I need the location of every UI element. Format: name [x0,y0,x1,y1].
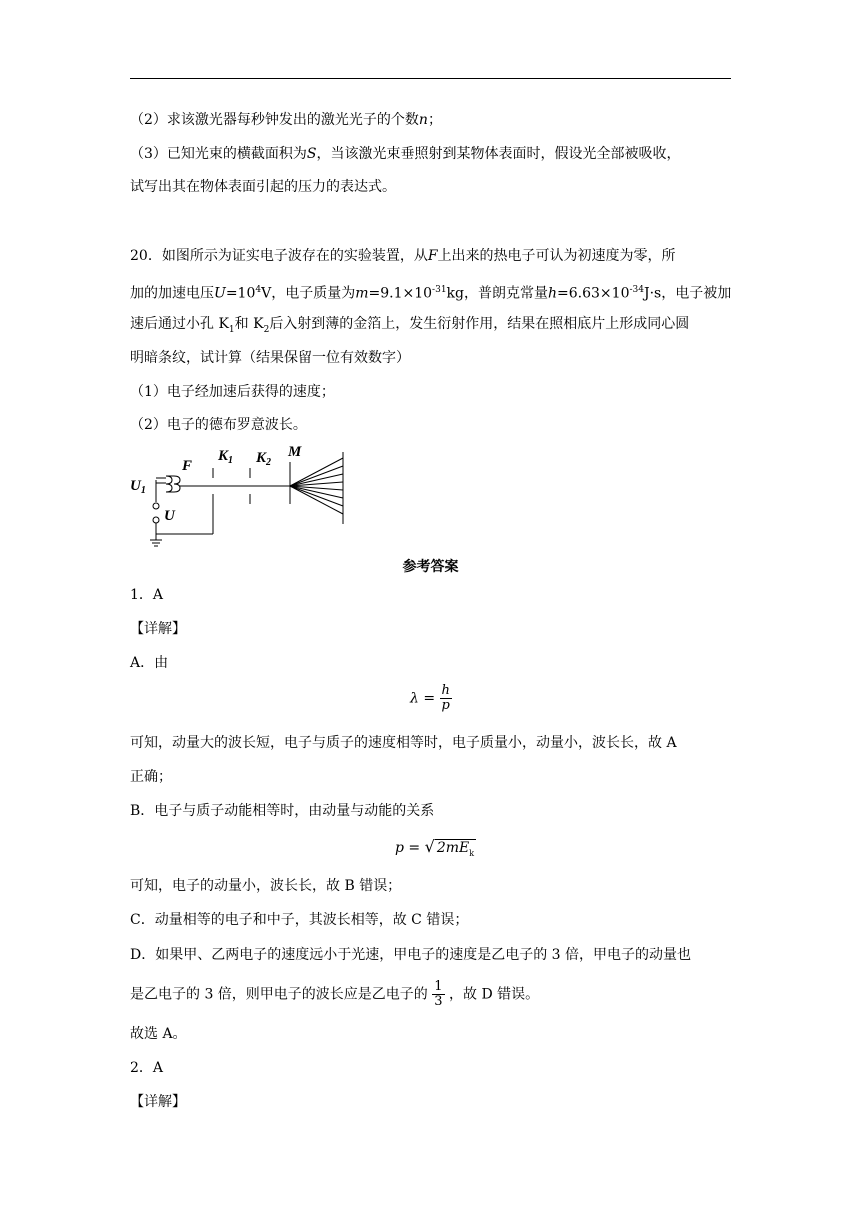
formula1-fraction [440,684,452,713]
answer-1-number: 1．A [130,587,164,603]
q20-l1-b: 上出来的热电子可认为初速度为零，所 [437,248,676,264]
fig-label-K1: $K_1$ [218,448,234,466]
answer-2-number: 2．A [130,1060,164,1076]
formula-wavelength [410,684,452,713]
formula1-den: p [441,698,450,713]
q20-l2-b: =10 [225,285,256,302]
q20-line2 [130,281,731,303]
formula-momentum [395,838,476,863]
q20-l3-a: 速后通过小孔 K [130,316,229,332]
var-m: m [355,285,369,302]
answer-1-conclusion: 故选 A。 [130,1026,187,1042]
answer-1-c: C．动量相等的电子和中子，其波长相等，故 C 错误； [130,912,469,928]
q20-l3-sub2: 2 [263,324,270,335]
q20-l3-sub1: 1 [228,324,235,335]
q20-l2-c: V，电子质量为 [261,285,356,302]
answer-1-a-lead: A．由 [130,655,169,671]
answer-1-a-line2: 正确； [130,769,172,785]
q20-l2-sup3: -34 [629,285,644,295]
q20-part1: （1）电子经加速后获得的速度； [130,384,335,400]
answer-1-b-line1: B．电子与质子动能相等时，由动量与动能的关系 [130,803,435,819]
frac-num: 1 [434,979,443,994]
fig-label-U: U [164,508,175,524]
q20-l1-a: 20．如图所示为证实电子波存在的实验装置，从 [130,248,428,264]
q19-part3-text-a: （3）已知光束的横截面积为 [130,146,307,162]
answers-heading: 参考答案 [402,559,459,575]
q19-part2 [130,111,442,129]
q19-part3-text-b: ，当该激光束垂照射到某物体表面时，假设光全部被吸收， [316,146,681,162]
q20-l2-sup: 4 [255,285,262,295]
q20-part2: （2）电子的德布罗意波长。 [130,417,307,433]
experiment-diagram [128,440,358,552]
frac-den: 3 [434,994,443,1009]
fraction-one-third [432,980,444,1009]
q19-part3-line1 [130,145,681,163]
q20-line4: 明暗条纹，试计算（结果保留一位有效数字） [130,350,410,366]
q20-line3 [130,315,689,339]
q20-line1 [130,247,676,265]
q20-l2-e: kg，普朗克常量 [446,285,548,302]
formula1-num: h [441,683,450,698]
q20-l2-d: =9.1×10 [368,285,433,302]
q19-part2-suffix: ； [427,112,442,128]
sqrt-icon: √ [424,837,435,856]
fig-label-K2: $K_2$ [256,450,272,468]
q20-l2-f: =6.63×10 [557,285,630,302]
var-F: F [427,248,438,264]
q19-part3-line2: 试写出其在物体表面引起的压力的表达式。 [130,179,396,195]
answer-1-a-line1: 可知，动量大的波长短，电子与质子的速度相等时，电子质量小，动量小，波长长，故 A [130,735,677,751]
header-rule [130,78,731,79]
q20-l2-g: J·s，电子被加 [643,285,732,302]
var-h: h [548,285,558,302]
q20-l3-b: 和 K [234,316,264,332]
fig-label-F: F [182,458,193,474]
q19-part2-text: （2）求该激光器每秒钟发出的激光光子的个数 [130,112,419,128]
q20-l2-a: 加的加速电压 [130,285,214,302]
q20-l3-c: 后入射到薄的金箔上，发生衍射作用，结果在照相底片上形成同心圆 [269,316,690,332]
formula1-lhs: λ = [410,690,436,707]
formula2-lhs: p = [395,840,421,856]
formula2-sub: k [469,848,475,858]
answer-1-d-line2 [130,980,539,1009]
answer-1-d-l2a: 是乙电子的 3 倍，则甲电子的波长应是乙电子的 [130,986,428,1003]
var-n: n [418,112,428,128]
q20-l2-sup2: -31 [432,285,447,295]
var-S: S [306,146,317,162]
answer-2-detail-label: 【详解】 [130,1094,186,1110]
formula2-rad: 2mE [436,840,470,856]
var-U: U [214,285,226,302]
fig-label-U1: $U_1$ [130,478,146,496]
answer-1-d-l2b: ，故 D 错误。 [449,986,540,1003]
formula2-radicand [435,839,476,856]
answer-1-d-line1: D．如果甲、乙两电子的速度远小于光速，甲电子的速度是乙电子的 3 倍，甲电子的动量也 [130,947,692,963]
answer-1-b-line2: 可知，电子的动量小，波长长，故 B 错误； [130,878,402,894]
answer-1-detail-label: 【详解】 [130,621,186,637]
fig-label-M: M [288,444,302,460]
